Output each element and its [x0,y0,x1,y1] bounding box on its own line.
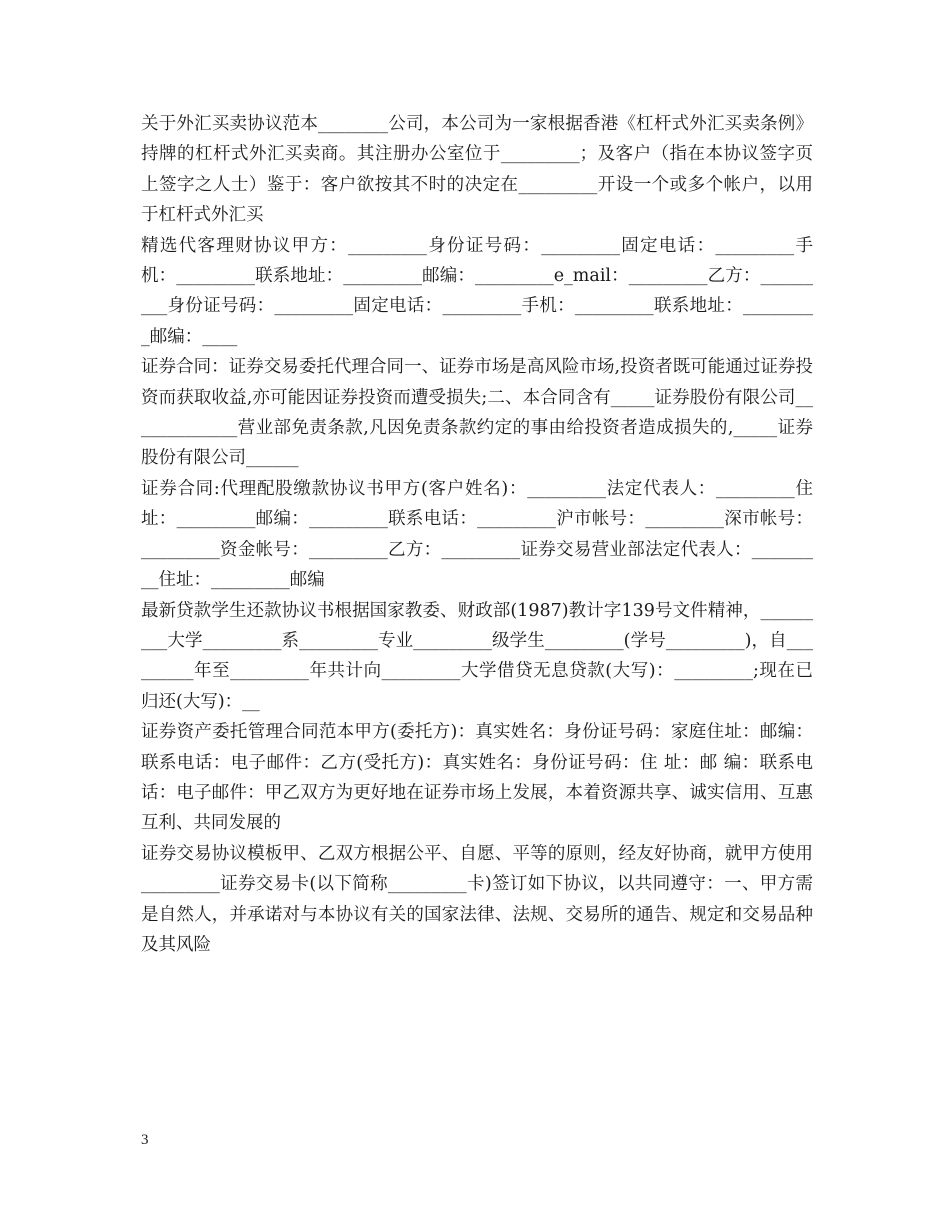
paragraph-student-loan-repayment: 最新贷款学生还款协议书根据国家教委、财政部(1987)教计字139号文件精神，_________大学_________系_________专业_________级学生_________(学号_________)，自_________年至_________年共计向_________大学借贷无息贷款(大写)：_________;现在已归还(大写)：__ [141,600,813,712]
document-body [141,109,813,960]
paragraph-wealth-management-agreement: 精选代客理财协议甲方：_________身份证号码：_________固定电话：_________手机：_________联系地址：_________邮编：_________e_mail：_________乙方：_________身份证号码：_________固定电话：_________手机：_________联系地址：_________邮编：____ [141,235,813,347]
paragraph-rights-issue-payment-agreement: 证券合同:代理配股缴款协议书甲方(客户姓名)：_________法定代表人：_________住址：_________邮编：_________联系电话：_________沪市帐号：_________深市帐号：_________资金帐号：_________乙方：_________证券交易营业部法定代表人：_________住址：_________邮编 [141,478,813,591]
paragraph-securities-entrustment-contract: 证券合同：证券交易委托代理合同一、证券市场是高风险市场,投资者既可能通过证券投资而获取收益,亦可能因证券投资而遭受损失;二、本合同含有_____证券股份有限公司_____________营业部免责条款,凡因免责条款约定的事由给投资者造成损失的,_____证券股份有限公司______ [141,357,813,469]
page-number: 3 [141,1132,149,1148]
paragraph-asset-management-contract: 证券资产委托管理合同范本甲方(委托方)：真实姓名：身份证号码：家庭住址：邮编：联系电话：电子邮件：乙方(受托方)：真实姓名：身份证号码：住 址：邮 编：联系电话：电子邮件：甲乙双方为更好地在证券市场上发展，本着资源共享、诚实信用、互惠互利、共同发展的 [141,722,813,834]
paragraph-forex-agreement: 关于外汇买卖协议范本________公司，本公司为一家根据香港《杠杆式外汇买卖条例》持牌的杠杆式外汇买卖商。其注册办公室位于_________；及客户（指在本协议签字页上签字之人士）鉴于：客户欲按其不时的决定在_________开设一个或多个帐户，以用于杠杆式外汇买 [141,114,813,226]
paragraph-securities-trading-agreement: 证券交易协议模板甲、乙双方根据公平、自愿、平等的原则，经友好协商，就甲方使用_________证券交易卡(以下简称_________卡)签订如下协议，以共同遵守：一、甲方需是自然人，并承诺对与本协议有关的国家法律、法规、交易所的通告、规定和交易品种及其风险 [141,843,813,955]
